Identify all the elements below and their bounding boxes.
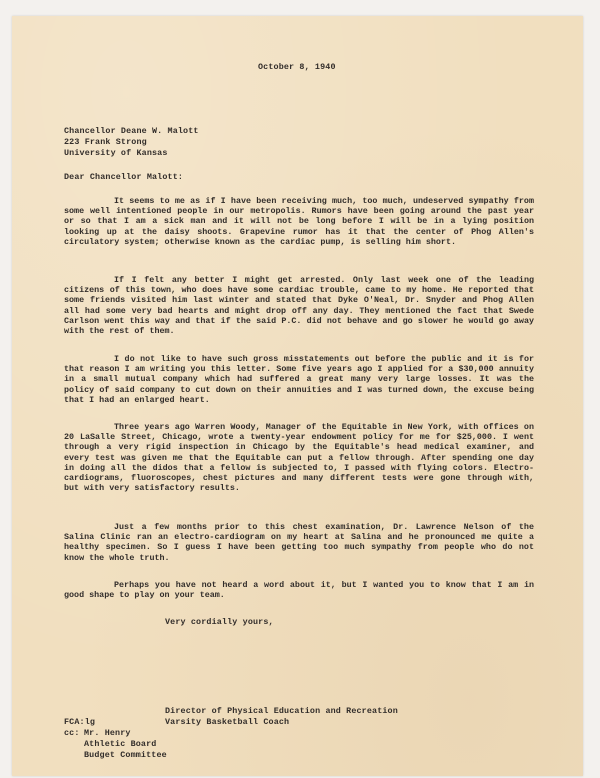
body-paragraph-2: If I felt any better I might get arrested. Only last week one of the leading citizens of this town, who does have some cardiac trouble, came to my home. He reported that some friends visited him last winter and stated that Dyke O'Neal, Dr. Snyder and Phog Allen all had some very bad hearts and might drop off any day. They mentioned the fact that Swede Carlson went this way and that if the said P.C. did not behave and go slower he would go away with the rest of them. — [64, 275, 534, 337]
recipient-name: Chancellor Deane W. Malott — [64, 126, 199, 136]
body-paragraph-5: Just a few months prior to this chest examination, Dr. Lawrence Nelson of the Salina Clinic ran an electro-cardiogram on my heart at Salina and he pronounced me quite a healthy specimen. So I guess I have been getting too much sympathy from people who do not know the whole truth. — [64, 522, 534, 563]
cc-recipient-1: Mr. Henry — [84, 728, 131, 738]
signature-title-2: Varsity Basketball Coach — [165, 717, 290, 727]
body-paragraph-3: I do not like to have such gross misstatements out before the public and it is for that reason I am writing you this letter. Some five years ago I applied for a $30,000 annuity in a small mutual company which had suffered a great many very large losses. It was the policy of said company to cut down on their annuities and I was turned down, the excuse being that I had an enlarged heart. — [64, 354, 534, 405]
cc-recipient-2: Athletic Board — [84, 739, 157, 749]
salutation: Dear Chancellor Malott: — [64, 172, 184, 182]
letter-date: October 8, 1940 — [258, 62, 336, 72]
body-paragraph-4: Three years ago Warren Woody, Manager of the Equitable in New York, with offices on 20 LaSalle Street, Chicago, wrote a twenty-year endowment policy for me for $25,000. I went through a very rigid inspection in Chicago by the Equitable's head medical examiner, and every test was given me that the Equitable can put a fellow through. After spending one day in doing all the didos that a fellow is subjected to, I passed with flying colors. Electro-cardiograms, fluoroscopes, chest pictures and many different tests were gone through with, but with very satisfactory results. — [64, 422, 534, 494]
typist-initials: FCA:lg — [64, 717, 96, 727]
cc-label: cc: — [64, 728, 80, 738]
body-paragraph-1: It seems to me as if I have been receiving much, too much, undeserved sympathy from some well intentioned people in our metropolis. Rumors have been going around the past year or so that I am a sick man and it will not be long before I will be in a lying position looking up at the daisy shoots. Grapevine rumor has it that the center of Phog Allen's circulatory system; otherwise known as the cardiac pump, is selling him short. — [64, 196, 534, 247]
complimentary-close: Very cordially yours, — [165, 617, 274, 627]
body-paragraph-6: Perhaps you have not heard a word about it, but I wanted you to know that I am in good shape to play on your team. — [64, 580, 534, 601]
recipient-institution: University of Kansas — [64, 148, 168, 158]
cc-recipient-3: Budget Committee — [84, 750, 167, 760]
signature-title-1: Director of Physical Education and Recreation — [165, 706, 398, 716]
recipient-address: 223 Frank Strong — [64, 137, 147, 147]
